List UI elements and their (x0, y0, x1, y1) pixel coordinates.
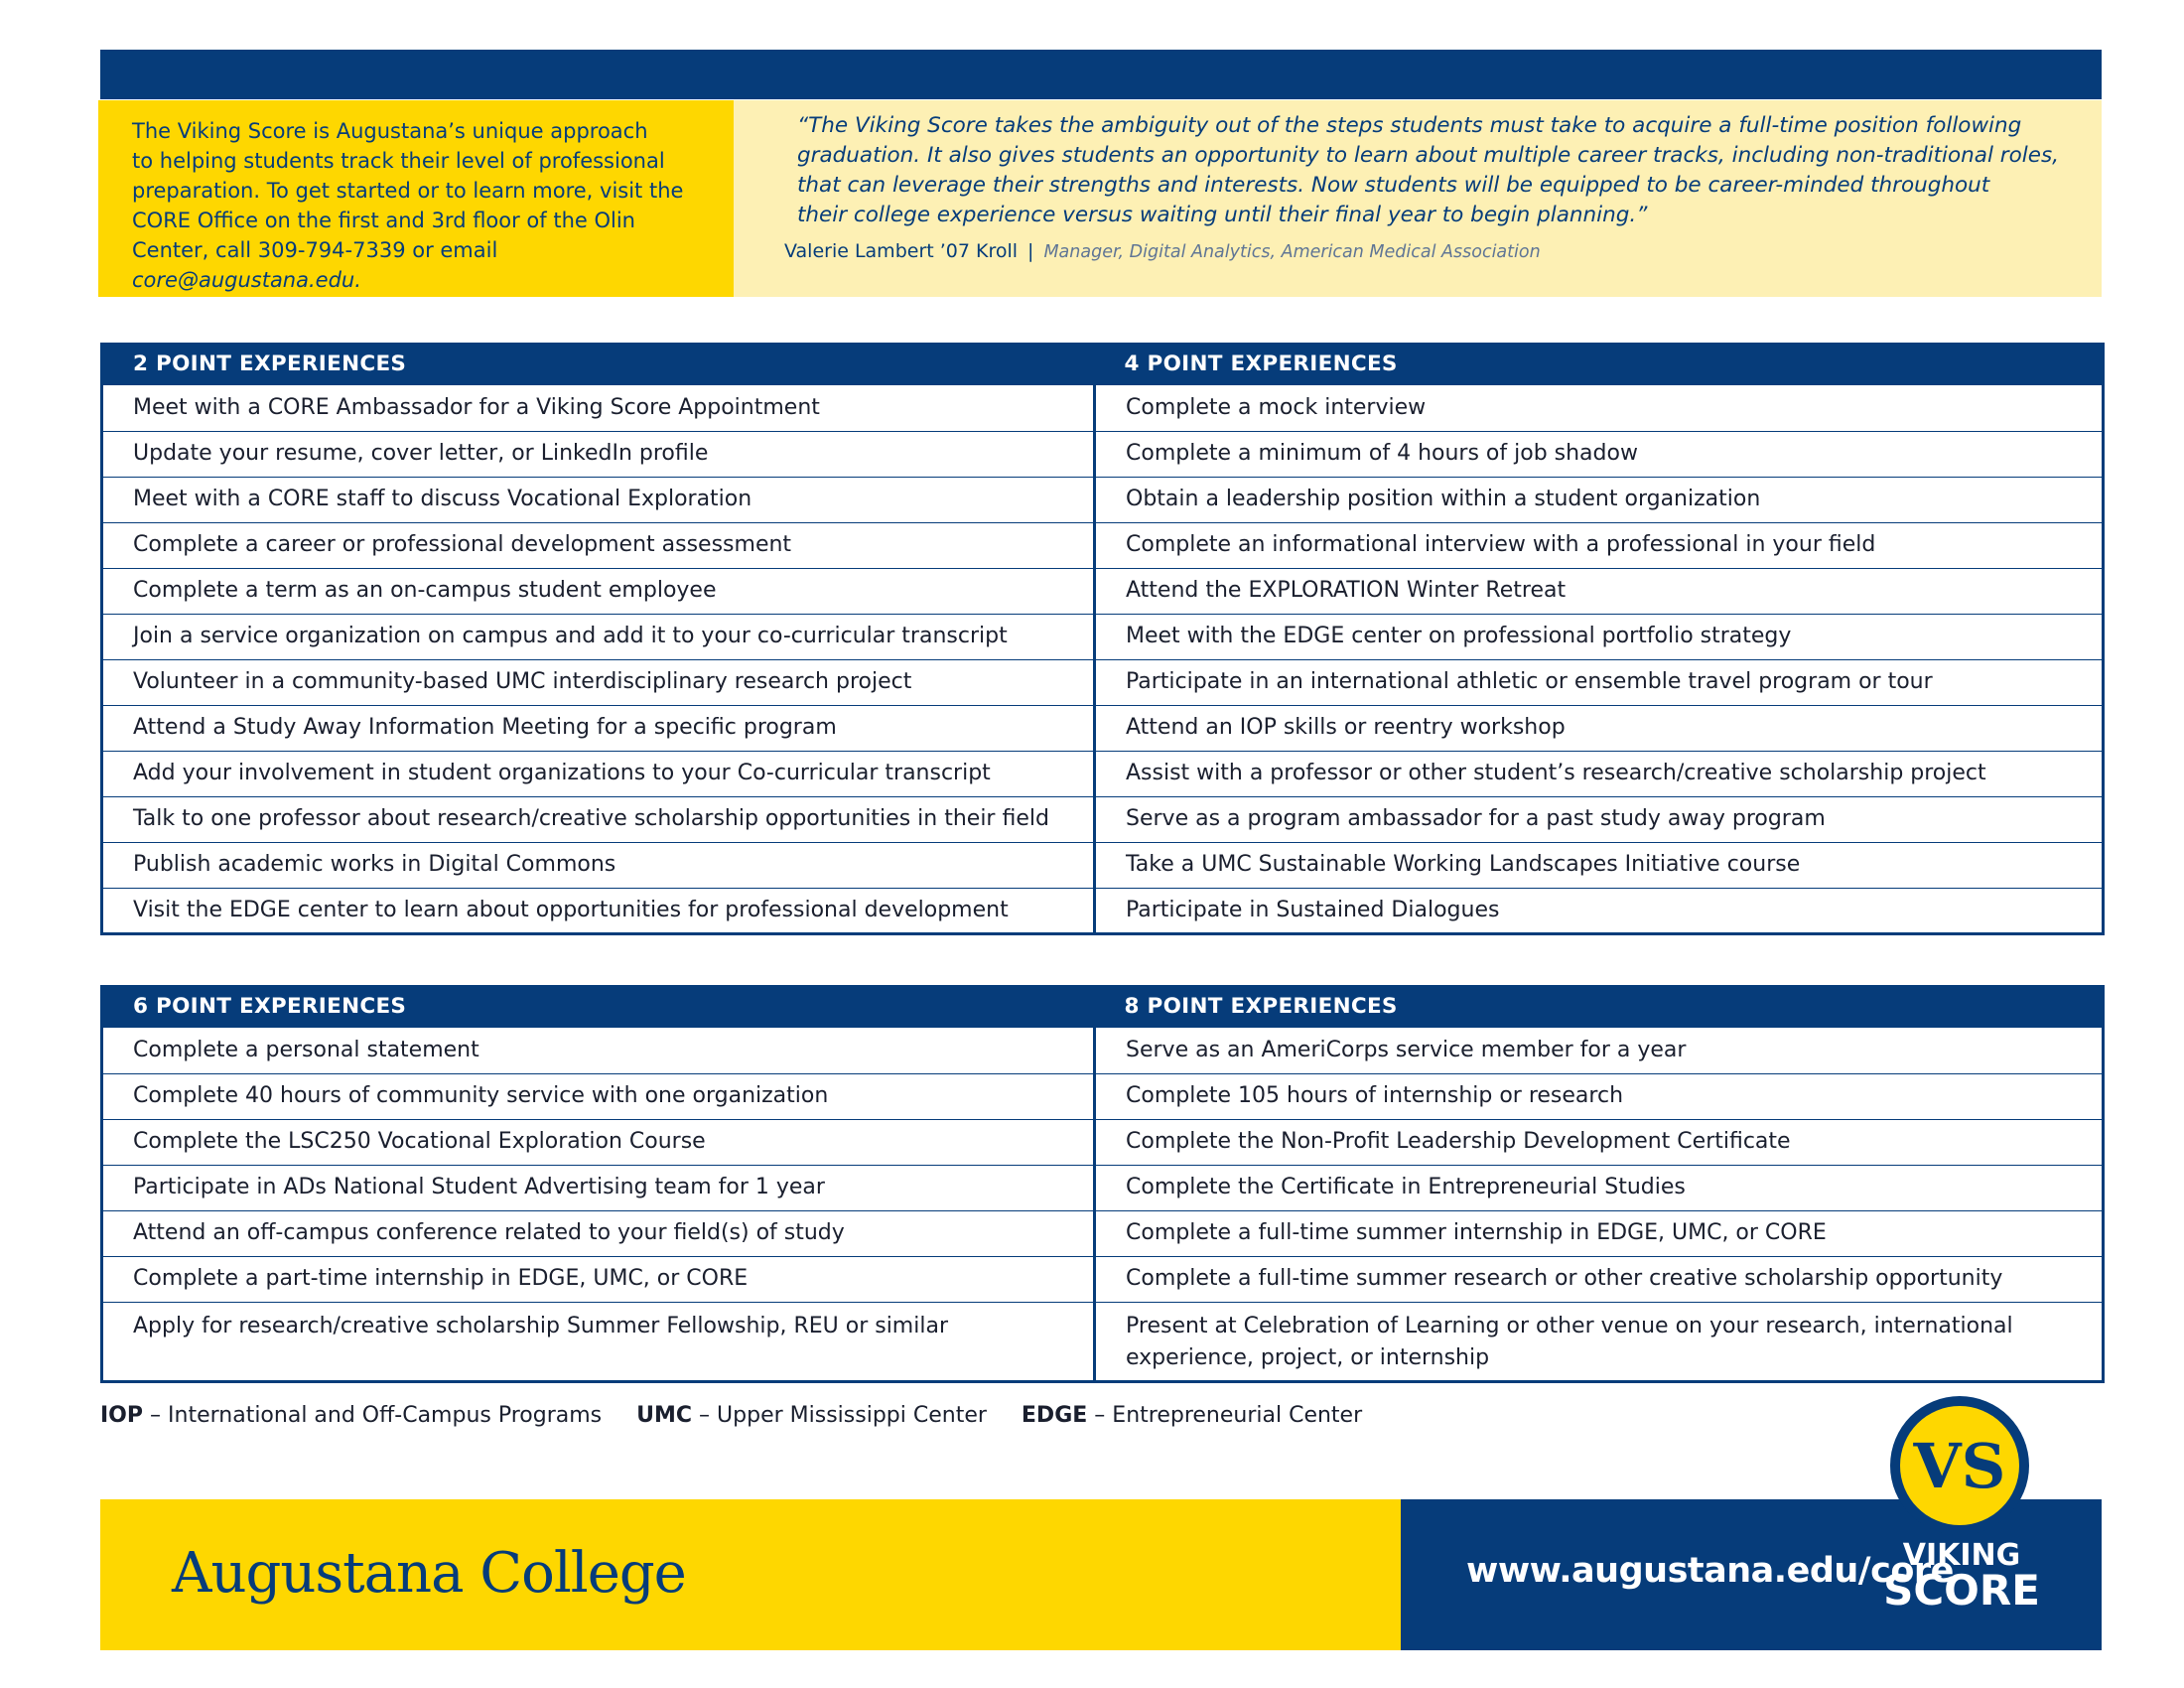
quote-line: graduation. It also gives students an opportunity to learn about multiple career tracks, including non-traditional roles, (797, 143, 2059, 168)
college-logo-text: Augustana College (172, 1541, 686, 1606)
experience-6-point: Apply for research/creative scholarship Summer Fellowship, REU or similar (102, 1302, 1095, 1381)
footer-brand-panel (100, 1499, 1401, 1650)
abbreviation-meaning: Upper Mississippi Center (717, 1403, 987, 1428)
experience-4-point: Attend the EXPLORATION Winter Retreat (1095, 568, 2104, 614)
experience-2-point: Visit the EDGE center to learn about opportunities for professional development (102, 888, 1095, 933)
abbreviation-term: EDGE (1021, 1403, 1088, 1428)
experience-6-point: Attend an off-campus conference related to your field(s) of study (102, 1210, 1095, 1256)
table-row (102, 1302, 2104, 1381)
experience-8-point: Complete the Certificate in Entrepreneurial Studies (1095, 1165, 2104, 1210)
experience-4-point: Take a UMC Sustainable Working Landscapes Initiative course (1095, 842, 2104, 888)
abbreviation-meaning: International and Off-Campus Programs (168, 1403, 603, 1428)
experience-2-point: Add your involvement in student organizations to your Co-curricular transcript (102, 751, 1095, 796)
experience-2-point: Meet with a CORE Ambassador for a Viking Score Appointment (102, 385, 1095, 431)
abbreviation-dash: – (1087, 1403, 1113, 1428)
abbreviation-meaning: Entrepreneurial Center (1112, 1403, 1363, 1428)
experience-2-point: Publish academic works in Digital Commons (102, 842, 1095, 888)
intro-line: to helping students track their level of professional (132, 149, 665, 173)
table-row (102, 1256, 2104, 1302)
experience-6-point: Participate in ADs National Student Advertising team for 1 year (102, 1165, 1095, 1210)
table-row (102, 568, 2104, 614)
header-4-point: 4 POINT EXPERIENCES (1095, 343, 2104, 385)
experience-4-point: Complete a mock interview (1095, 385, 2104, 431)
experience-8-point: Complete a full-time summer internship in EDGE, UMC, or CORE (1095, 1210, 2104, 1256)
experience-6-point: Complete a personal statement (102, 1028, 1095, 1073)
experience-4-point: Attend an IOP skills or reentry workshop (1095, 705, 2104, 751)
intro-line: preparation. To get started or to learn more, visit the (132, 179, 684, 203)
experience-2-point: Update your resume, cover letter, or LinkedIn profile (102, 431, 1095, 477)
experience-6-point: Complete 40 hours of community service with one organization (102, 1073, 1095, 1119)
experience-8-point: Complete the Non-Profit Leadership Development Certificate (1095, 1119, 2104, 1165)
experience-2-point: Join a service organization on campus and add it to your co-curricular transcript (102, 614, 1095, 659)
table-row (102, 659, 2104, 705)
testimonial-attribution (784, 240, 2072, 262)
intro-line: Center, call 309-794-7339 or email (132, 238, 498, 262)
table-row (102, 1119, 2104, 1165)
table-row (102, 1210, 2104, 1256)
table-row (102, 614, 2104, 659)
experience-4-point: Serve as a program ambassador for a past study away program (1095, 796, 2104, 842)
experience-4-point: Participate in an international athletic or ensemble travel program or tour (1095, 659, 2104, 705)
table-row (102, 796, 2104, 842)
header-6-point: 6 POINT EXPERIENCES (102, 985, 1095, 1028)
header-2-point: 2 POINT EXPERIENCES (102, 343, 1095, 385)
experience-6-point: Complete a part-time internship in EDGE, UMC, or CORE (102, 1256, 1095, 1302)
testimonial-quote (797, 111, 2072, 230)
table-row (102, 431, 2104, 477)
intro-box (98, 100, 734, 297)
quote-line: that can leverage their strengths and interests. Now students will be equipped to be career-minded throughout (797, 173, 1990, 198)
experience-8-point: Complete 105 hours of internship or research (1095, 1073, 2104, 1119)
table-header-row (102, 343, 2104, 385)
experience-8-point: Complete a full-time summer research or other creative scholarship opportunity (1095, 1256, 2104, 1302)
intro-text (132, 116, 714, 295)
table-row (102, 751, 2104, 796)
experience-4-point: Complete an informational interview with a professional in your field (1095, 522, 2104, 568)
table-row (102, 1165, 2104, 1210)
experience-6-point: Complete the LSC250 Vocational Exploration Course (102, 1119, 1095, 1165)
intro-line: CORE Office on the first and 3rd floor of the Olin (132, 209, 635, 232)
table-row (102, 888, 2104, 933)
experiences-table-2-4 (100, 343, 2105, 935)
intro-line: The Viking Score is Augustana’s unique approach (132, 119, 648, 143)
experience-4-point: Meet with the EDGE center on professional portfolio strategy (1095, 614, 2104, 659)
experience-2-point: Meet with a CORE staff to discuss Vocational Exploration (102, 477, 1095, 522)
table-row (102, 522, 2104, 568)
header-8-point: 8 POINT EXPERIENCES (1095, 985, 2104, 1028)
quote-author-role: Manager, Digital Analytics, American Medical Association (1043, 242, 1541, 262)
viking-score-badge-icon (1888, 1394, 2031, 1537)
experience-4-point: Assist with a professor or other student’s research/creative scholarship project (1095, 751, 2104, 796)
table-row (102, 842, 2104, 888)
top-banner (100, 50, 2102, 99)
table-row (102, 385, 2104, 431)
badge-initials: VS (1913, 1430, 2006, 1502)
abbreviation-dash: – (692, 1403, 718, 1428)
table-row (102, 705, 2104, 751)
abbreviation-term: UMC (636, 1403, 693, 1428)
abbreviations-legend (100, 1403, 1390, 1428)
table-row (102, 1028, 2104, 1073)
wordmark-viking: VIKING (1902, 1538, 2021, 1573)
abbreviation-dash: – (143, 1403, 169, 1428)
experience-2-point: Talk to one professor about research/creative scholarship opportunities in their field (102, 796, 1095, 842)
table-row (102, 1073, 2104, 1119)
table-header-row (102, 985, 2104, 1028)
wordmark-score: SCORE (1883, 1566, 2040, 1615)
quote-line: “The Viking Score takes the ambiguity out of the steps students must take to acquire a full-time position following (797, 113, 2022, 138)
experience-2-point: Attend a Study Away Information Meeting for a specific program (102, 705, 1095, 751)
experience-8-point: Present at Celebration of Learning or other venue on your research, international experience, project, or internship (1126, 1313, 2013, 1370)
experience-2-point: Complete a term as an on-campus student employee (102, 568, 1095, 614)
experience-8-point: Serve as an AmeriCorps service member for a year (1095, 1028, 2104, 1073)
attribution-separator: | (1027, 240, 1034, 262)
abbreviation-term: IOP (100, 1403, 144, 1428)
quote-author: Valerie Lambert ’07 Kroll (784, 240, 1019, 262)
experience-2-point: Volunteer in a community-based UMC interdisciplinary research project (102, 659, 1095, 705)
abbreviation-item (100, 1403, 602, 1428)
quote-line: their college experience versus waiting until their final year to begin planning.” (797, 203, 1648, 227)
experience-4-point: Participate in Sustained Dialogues (1126, 897, 1500, 922)
experience-4-point: Complete a minimum of 4 hours of job shadow (1095, 431, 2104, 477)
intro-email: core@augustana.edu. (132, 268, 361, 292)
experience-2-point: Complete a career or professional development assessment (102, 522, 1095, 568)
experiences-table-6-8 (100, 985, 2105, 1383)
abbreviation-item (1022, 1403, 1362, 1428)
core-website-link[interactable]: www.augustana.edu/core (1466, 1551, 1954, 1591)
table-row (102, 477, 2104, 522)
viking-score-wordmark (1882, 1538, 2041, 1615)
experience-4-point: Obtain a leadership position within a student organization (1095, 477, 2104, 522)
abbreviation-item (636, 1403, 987, 1428)
testimonial-box (734, 100, 2102, 297)
